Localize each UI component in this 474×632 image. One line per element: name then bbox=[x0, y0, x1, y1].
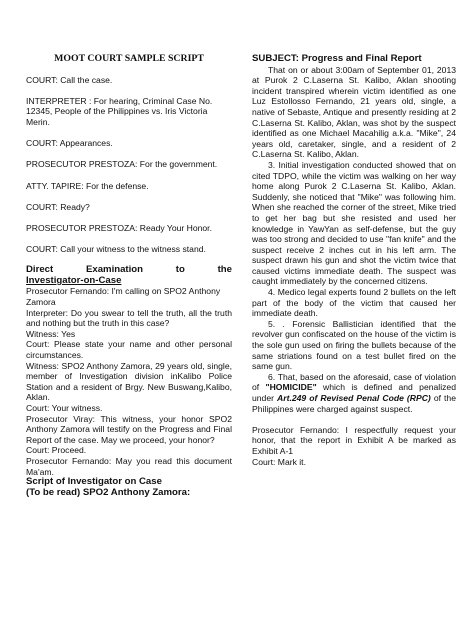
report-text: of the Philippines were charged against suspect. bbox=[252, 393, 456, 414]
section-heading: Direct Examination to the bbox=[26, 264, 232, 276]
script-line: Court: Your witness. bbox=[26, 403, 103, 413]
script-heading: Script of Investigator on Case bbox=[26, 476, 162, 488]
script-line: PROSECUTOR PRESTOZA: For the government. bbox=[26, 159, 218, 170]
script-line: Prosecutor Fernando: May you read this document Ma'am. bbox=[26, 455, 232, 477]
report-paragraph bbox=[252, 372, 456, 414]
script-line: COURT: Call your witness to the witness stand. bbox=[26, 244, 206, 255]
script-line: Interpreter: Do you swear to tell the truth, all the truth and nothing but the truth in this case? bbox=[26, 307, 232, 329]
legal-citation: Art.249 of Revised Penal Code (RPC) bbox=[277, 393, 431, 403]
document-title: MOOT COURT SAMPLE SCRIPT bbox=[54, 53, 204, 64]
script-line: Witness: Yes bbox=[26, 328, 76, 339]
report-paragraph: 3. Initial investigation conducted showed that on cited TDPO, while the victim was walking on her way home along Purok 2 C.Laserna St. Kalibo, Aklan. Suddenly, she noticed that "Mike" was following him. When she reached the corner of the street, Mike tried to get her bag but she resisted and used her knowledge in YawYan as self-defense, but the guy was too strong and decided to use "fan knife" and the suspect receive 2 inches cut in his left arm. The suspect drawn his gun and shot the victim twice that caused victims immediate death. The suspect was caught immediately by the concerned citizens. bbox=[252, 159, 456, 287]
script-line: Prosecutor Fernando: I respectfully request your honor, that the report in Exhibit A be marked as Exhibit A-1 bbox=[252, 424, 456, 456]
script-line: Witness: SPO2 Anthony Zamora, 29 years old, single, member of Investigation division inKalibo Police Station and a resident of Brgy. New Buswang,Kalibo, Aklan. bbox=[26, 360, 232, 403]
script-line: COURT: Call the case. bbox=[26, 74, 113, 85]
report-text: 6. That, based on the aforesaid, case of violation of bbox=[252, 371, 456, 393]
report-paragraph: 5. . Forensic Ballistician identified that the revolver gun confiscated on the house of the victim is the sole gun used on firing the bullets because of the same striations found on a test bullet fired on the same gun. bbox=[252, 318, 456, 372]
report-paragraph: 4. Medico legal experts found 2 bullets on the left part of the body of the victim that caused her immediate death. bbox=[252, 287, 456, 319]
subject-heading: SUBJECT: Progress and Final Report bbox=[252, 53, 422, 64]
script-line: Prosecutor Fernando: I'm calling on SPO2 Anthony Zamora bbox=[26, 286, 221, 308]
script-line: ATTY. TAPIRE: For the defense. bbox=[26, 180, 149, 191]
script-line: Prosecutor Viray: This witness, your honor SPO2 Anthony Zamora will testify on the Progress and Final Report of the case. May we proceed, your honor? bbox=[26, 413, 232, 445]
script-line: INTERPRETER : For hearing, Criminal Case No. 12345, People of the Philippines vs. Iris Victoria Merin. bbox=[26, 95, 213, 127]
script-line: Court: Proceed. bbox=[26, 445, 87, 456]
script-heading: (To be read) SPO2 Anthony Zamora: bbox=[26, 486, 191, 498]
offense-name: "HOMICIDE" bbox=[265, 382, 317, 393]
script-line: Court: Mark it. bbox=[252, 456, 306, 467]
left-column bbox=[26, 54, 232, 498]
script-line: COURT: Appearances. bbox=[26, 138, 113, 149]
script-line: COURT: Ready? bbox=[26, 201, 90, 212]
script-line: PROSECUTOR PRESTOZA: Ready Your Honor. bbox=[26, 222, 212, 233]
report-paragraph: That on or about 3:00am of September 01, 2013 at Purok 2 C.Laserna St. Kalibo, Aklan shooting incident transpired wherein victim identified as one Luz Estollosso Fernando, 21 years old, single, a native of Sebaste, Antique and presently residing at 2 C.Laserna St. Kalibo, Aklan, was shot by the suspect identified as one Michael Macahilig a.k.a. "Mike", 24 years old, caretaker, single, and a resident of 2 C.Laserna St. Kalibo, Aklan. bbox=[252, 64, 456, 160]
right-column bbox=[252, 54, 456, 467]
script-line: Court: Please state your name and other personal circumstances. bbox=[26, 339, 232, 361]
report-text: which is defined and penalized under bbox=[252, 382, 456, 403]
section-heading: Investigator-on-Case bbox=[26, 274, 122, 286]
